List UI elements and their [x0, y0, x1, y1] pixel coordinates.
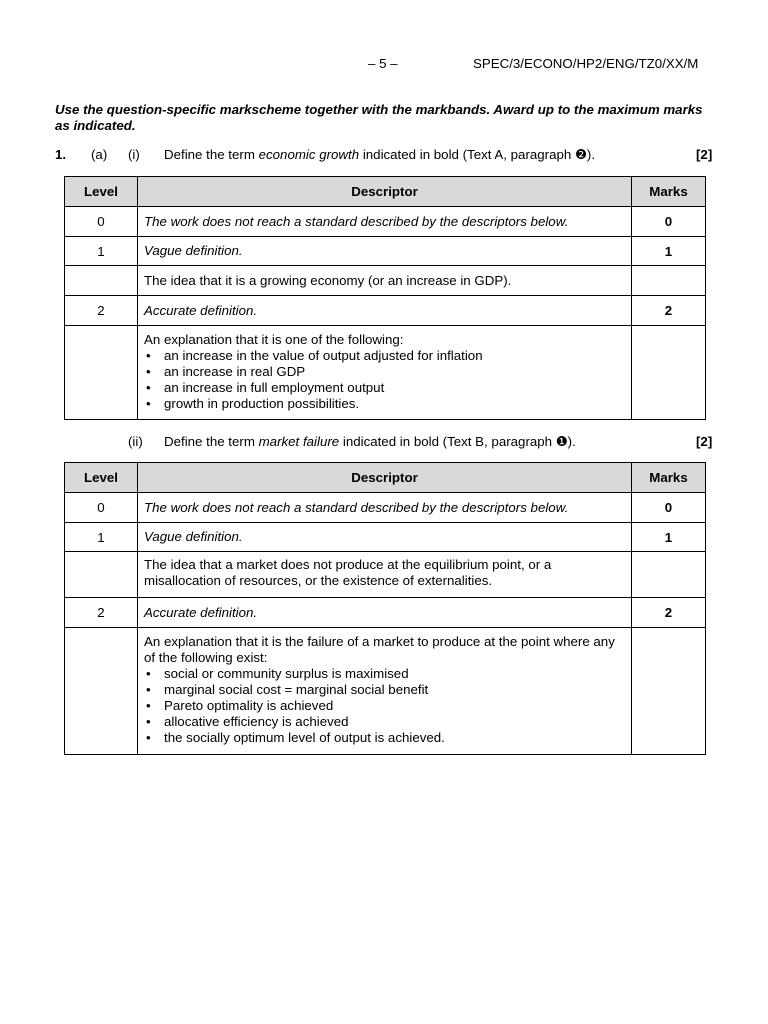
level-cell: 0: [65, 493, 138, 523]
question-part: (a): [91, 147, 108, 162]
descriptor-cell: The work does not reach a standard described by the descriptors below.: [138, 493, 632, 523]
descriptor-detail-cell: The idea that it is a growing economy (or an increase in GDP).: [138, 266, 632, 296]
marks-cell: [632, 552, 706, 598]
question-marks: [2]: [696, 434, 713, 449]
descriptor-cell: Accurate definition.: [138, 598, 632, 628]
subpart-label: (ii): [128, 434, 143, 449]
table-row: [65, 326, 706, 420]
marks-cell: [632, 266, 706, 296]
header-marks: Marks: [632, 177, 706, 207]
list-item: • social or community surplus is maximised: [144, 666, 625, 682]
descriptor-detail-cell: The idea that a market does not produce at the equilibrium point, or a misallocation of resources, or the existence of externalities.: [138, 552, 632, 598]
marks-cell: 2: [632, 296, 706, 326]
list-item: • an increase in real GDP: [144, 364, 625, 380]
instruction-text: Use the question-specific markscheme together with the markbands. Award up to the maximum marks as indicated.: [55, 102, 703, 133]
table-row: [65, 296, 706, 326]
list-item: • marginal social cost = marginal social benefit: [144, 682, 625, 698]
level-cell: 2: [65, 296, 138, 326]
table-row: [65, 237, 706, 266]
descriptor-detail-cell: [138, 326, 632, 420]
level-cell: [65, 266, 138, 296]
level-cell: 2: [65, 598, 138, 628]
marks-cell: [632, 326, 706, 420]
subpart-label: (i): [128, 147, 140, 162]
list-item: • growth in production possibilities.: [144, 396, 625, 412]
question-1a-ii: [0, 434, 768, 450]
descriptor-cell: Vague definition.: [138, 523, 632, 552]
question-marks: [2]: [696, 147, 713, 162]
list-item: • allocative efficiency is achieved: [144, 714, 625, 730]
descriptor-cell: Vague definition.: [138, 237, 632, 266]
level-cell: [65, 628, 138, 755]
table-header-row: [65, 177, 706, 207]
table-row: [65, 266, 706, 296]
table-row: [65, 493, 706, 523]
marks-cell: [632, 628, 706, 755]
document-code: SPEC/3/ECONO/HP2/ENG/TZ0/XX/M: [473, 56, 699, 71]
bullet-list: [144, 348, 625, 412]
list-item: • the socially optimum level of output is achieved.: [144, 730, 625, 746]
marks-cell: 2: [632, 598, 706, 628]
detail-intro: An explanation that it is the failure of a market to produce at the point where any of the following exist:: [144, 634, 615, 665]
table-row: [65, 552, 706, 598]
header-level: Level: [65, 463, 138, 493]
marks-cell: 1: [632, 523, 706, 552]
header-level: Level: [65, 177, 138, 207]
level-cell: 1: [65, 523, 138, 552]
markband-table-i: [64, 176, 706, 420]
detail-intro: An explanation that it is one of the following:: [144, 332, 404, 347]
table-row: [65, 207, 706, 237]
marks-cell: 0: [632, 207, 706, 237]
table-row: [65, 628, 706, 755]
list-item: • an increase in the value of output adjusted for inflation: [144, 348, 625, 364]
question-text: Define the term economic growth indicated in bold (Text A, paragraph ❷).: [164, 147, 596, 162]
level-cell: [65, 552, 138, 598]
header-descriptor: Descriptor: [138, 177, 632, 207]
marks-cell: 1: [632, 237, 706, 266]
question-text: Define the term market failure indicated in bold (Text B, paragraph ❶).: [164, 434, 576, 449]
markband-table-ii: [64, 462, 706, 755]
descriptor-detail-cell: [138, 628, 632, 755]
bullet-list: [144, 666, 625, 746]
descriptor-cell: The work does not reach a standard described by the descriptors below.: [138, 207, 632, 237]
list-item: • an increase in full employment output: [144, 380, 625, 396]
question-1a-i: [0, 147, 768, 163]
marks-cell: 0: [632, 493, 706, 523]
level-cell: 0: [65, 207, 138, 237]
table-header-row: [65, 463, 706, 493]
header-descriptor: Descriptor: [138, 463, 632, 493]
descriptor-cell: Accurate definition.: [138, 296, 632, 326]
table-row: [65, 523, 706, 552]
level-cell: 1: [65, 237, 138, 266]
header-marks: Marks: [632, 463, 706, 493]
table-row: [65, 598, 706, 628]
question-number: 1.: [55, 147, 67, 162]
page-number: – 5 –: [368, 56, 398, 71]
list-item: • Pareto optimality is achieved: [144, 698, 625, 714]
level-cell: [65, 326, 138, 420]
